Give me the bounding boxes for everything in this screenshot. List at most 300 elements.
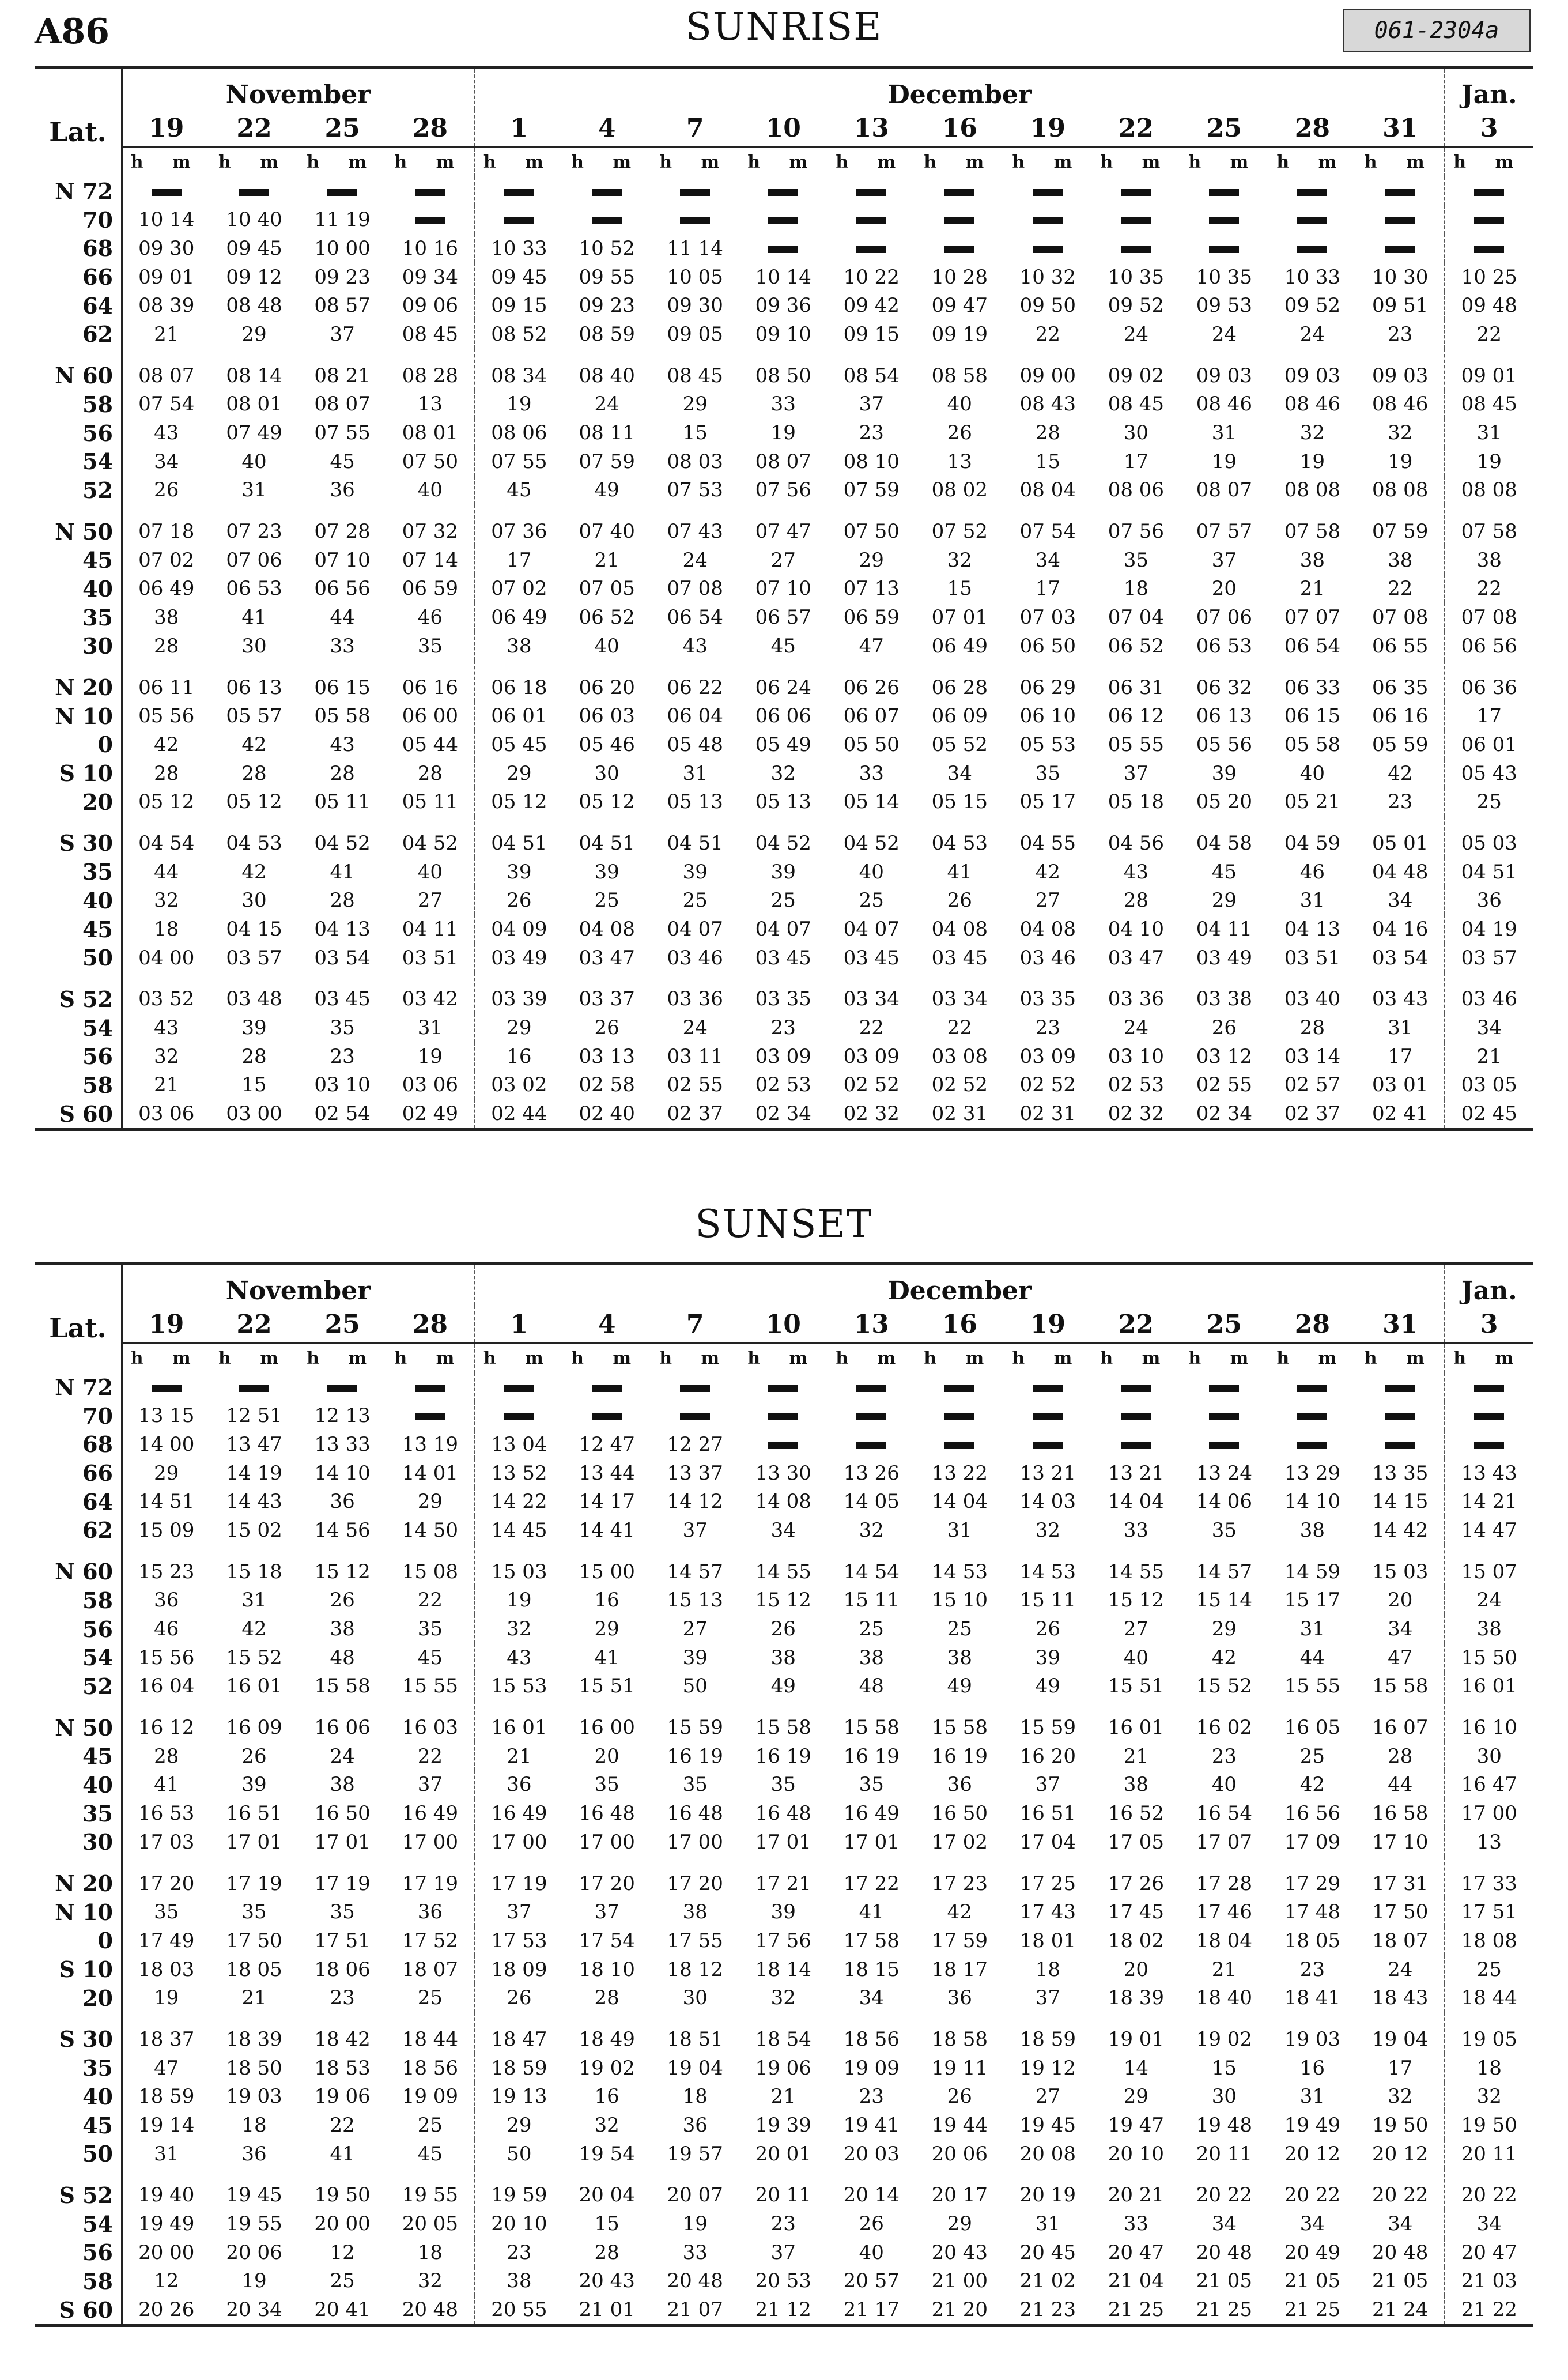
no-event-bar (1033, 189, 1063, 196)
time-cell: 17 07 (1196, 1830, 1253, 1854)
time-cell: 19 (682, 2212, 708, 2236)
time-cell: 16 51 (226, 1802, 282, 1825)
time-cell: 03 38 (1196, 987, 1253, 1011)
time-cell: 21 20 (931, 2298, 988, 2322)
no-event-bar (680, 1413, 710, 1420)
time-cell: 17 01 (843, 1830, 900, 1854)
no-event-bar (504, 1413, 534, 1420)
time-cell: 18 49 (579, 2027, 635, 2051)
time-cell: 16 49 (475, 1799, 563, 1828)
time-cell: 09 01 (138, 265, 195, 289)
time-cell: 07 32 (402, 520, 459, 544)
time-cell: 16 12 (138, 1716, 195, 1740)
time-cell: 02 45 (1445, 1099, 1533, 1129)
no-event-bar (1297, 1413, 1327, 1420)
time-cell: 44 (330, 606, 355, 629)
no-event-bar (1121, 1385, 1151, 1392)
day-header: 31 (1357, 1306, 1445, 1344)
no-event-bar (651, 177, 739, 206)
units-cell: h m (1276, 1348, 1348, 1369)
time-cell: 14 06 (1196, 1490, 1253, 1514)
time-cell: 23 (770, 1016, 796, 1040)
table-row (35, 2168, 1533, 2210)
time-cell: 45 (1211, 860, 1237, 884)
table-row (35, 661, 1533, 702)
time-cell: 05 21 (1284, 790, 1341, 814)
no-event-bar (1474, 189, 1504, 196)
lat-cell: 52 (35, 476, 122, 505)
time-cell: 26 (475, 1983, 563, 2012)
time-cell: 44 (1299, 1646, 1325, 1669)
time-cell: 03 51 (1284, 946, 1341, 970)
time-cell: 23 (330, 1986, 355, 2010)
time-cell: 21 (1211, 1957, 1237, 1981)
time-cell: 38 (1123, 1773, 1148, 1797)
time-cell: 02 31 (931, 1102, 988, 1126)
time-cell: 18 43 (1372, 1986, 1429, 2010)
time-cell: 04 54 (138, 831, 195, 855)
units-cell: h m (1100, 152, 1172, 173)
time-cell: 15 55 (402, 1674, 459, 1698)
time-cell: 33 (330, 634, 355, 658)
time-cell: 43 (330, 733, 355, 756)
time-cell: 20 53 (755, 2269, 811, 2293)
table-row (35, 291, 1533, 320)
time-cell: 40 (417, 478, 443, 502)
time-cell: 35 (1123, 548, 1148, 572)
time-cell: 21 (154, 1073, 179, 1097)
time-cell: 37 (1035, 1773, 1060, 1797)
time-cell: 26 (947, 889, 972, 912)
time-cell: 38 (1445, 546, 1533, 575)
time-cell: 18 07 (402, 1957, 459, 1981)
time-cell: 06 06 (755, 704, 811, 728)
time-cell: 18 56 (402, 2056, 459, 2080)
time-cell: 04 00 (138, 946, 195, 970)
time-cell: 42 (947, 1900, 972, 1924)
no-event-bar (1121, 1442, 1151, 1449)
day-header: 22 (210, 110, 299, 148)
time-cell: 31 (1299, 889, 1325, 912)
time-cell: 18 54 (755, 2027, 811, 2051)
lat-cell: 30 (35, 632, 122, 661)
time-cell: 21 05 (1284, 2269, 1341, 2293)
time-cell: 05 12 (226, 790, 282, 814)
time-cell: 06 29 (1019, 676, 1076, 699)
lat-cell: 70 (35, 1401, 122, 1430)
month-header: December (475, 1264, 1445, 1306)
time-cell: 03 34 (843, 987, 900, 1011)
time-cell: 38 (1299, 1518, 1325, 1542)
time-cell: 06 52 (1108, 634, 1165, 658)
time-cell: 03 54 (314, 946, 371, 970)
no-event-bar (1385, 1442, 1415, 1449)
lat-cell: 45 (35, 1742, 122, 1771)
time-cell: 07 10 (755, 577, 811, 601)
time-cell: 09 00 (1019, 364, 1076, 387)
time-cell: 03 06 (138, 1102, 195, 1126)
no-event-bar (1004, 177, 1092, 206)
time-cell: 16 47 (1445, 1771, 1533, 1800)
time-cell: 16 (594, 1589, 619, 1612)
lat-cell: N 20 (35, 661, 122, 702)
table-row (35, 1898, 1533, 1926)
time-cell: 06 11 (138, 676, 195, 699)
no-event-bar (651, 1401, 739, 1430)
time-cell: 10 14 (138, 208, 195, 232)
time-cell: 20 00 (138, 2241, 195, 2264)
units-cell: h m (1364, 1348, 1436, 1369)
time-cell: 02 52 (1019, 1073, 1076, 1097)
time-cell: 14 57 (667, 1560, 723, 1583)
time-cell: 19 57 (667, 2142, 723, 2166)
time-cell: 08 01 (226, 393, 282, 416)
no-event-bar (768, 1413, 798, 1420)
time-cell: 31 (947, 1518, 972, 1542)
time-cell: 19 (1445, 447, 1533, 476)
no-event-bar (415, 1385, 445, 1392)
time-cell: 04 53 (931, 831, 988, 855)
units-cell: h m (218, 1348, 290, 1369)
lat-cell: 54 (35, 447, 122, 476)
time-cell: 32 (947, 548, 972, 572)
units-cell: h m (836, 152, 908, 173)
time-cell: 17 21 (755, 1872, 811, 1895)
time-cell: 23 (1388, 322, 1413, 346)
day-header: 28 (1268, 110, 1357, 148)
units-cell: h m (1100, 1348, 1172, 1369)
time-cell: 06 54 (667, 606, 723, 629)
time-cell: 06 31 (1108, 676, 1165, 699)
no-event-bar (944, 1442, 974, 1449)
time-cell: 22 (1035, 322, 1060, 346)
time-cell: 29 (947, 2212, 972, 2236)
time-cell: 09 45 (475, 263, 563, 292)
time-cell: 30 (1445, 1742, 1533, 1771)
time-cell: 06 00 (402, 704, 459, 728)
day-header: 28 (1268, 1306, 1357, 1344)
no-event-bar (592, 1413, 622, 1420)
time-cell: 23 (1388, 790, 1413, 814)
time-cell: 45 (770, 634, 796, 658)
time-cell: 05 14 (843, 790, 900, 814)
time-cell: 06 04 (667, 704, 723, 728)
table-row (35, 2267, 1533, 2296)
time-cell: 31 (1035, 2212, 1060, 2236)
time-cell: 40 (859, 860, 884, 884)
table-row (35, 730, 1533, 759)
time-cell: 06 55 (1372, 634, 1429, 658)
no-event-bar (768, 1442, 798, 1449)
time-cell: 18 53 (314, 2056, 371, 2080)
time-cell: 02 37 (1284, 1102, 1341, 1126)
time-cell: 21 (770, 2085, 796, 2109)
time-cell: 25 (330, 2269, 355, 2293)
table-row (35, 887, 1533, 915)
time-cell: 06 59 (843, 606, 900, 629)
time-cell: 37 (417, 1773, 443, 1797)
no-event-bar (210, 1373, 299, 1402)
time-cell: 13 15 (138, 1404, 195, 1428)
time-cell: 19 06 (755, 2056, 811, 2080)
table-row (35, 701, 1533, 730)
time-cell: 07 08 (1372, 606, 1429, 629)
time-cell: 03 46 (1445, 972, 1533, 1014)
time-cell: 07 40 (579, 520, 635, 544)
time-cell: 17 45 (1108, 1900, 1165, 1924)
time-cell: 08 11 (579, 421, 635, 445)
time-cell: 29 (594, 1617, 619, 1641)
time-cell: 16 01 (226, 1674, 282, 1698)
time-cell: 42 (154, 733, 179, 756)
time-cell: 15 (947, 577, 972, 601)
time-cell: 35 (417, 634, 443, 658)
lat-cell: 58 (35, 1586, 122, 1615)
time-cell: 15 12 (1108, 1589, 1165, 1612)
time-cell: 13 52 (475, 1459, 563, 1488)
time-cell: 29 (417, 1490, 443, 1514)
time-cell: 45 (330, 450, 355, 473)
time-cell: 07 55 (475, 447, 563, 476)
no-event-bar (1033, 246, 1063, 253)
time-cell: 03 49 (475, 944, 563, 972)
time-cell: 05 56 (138, 704, 195, 728)
time-cell: 10 05 (667, 265, 723, 289)
no-event-bar (592, 217, 622, 224)
table-row (35, 787, 1533, 816)
time-cell: 28 (241, 1044, 267, 1068)
time-cell: 28 (154, 761, 179, 785)
time-cell: 09 45 (226, 236, 282, 260)
time-cell: 31 (154, 2142, 179, 2166)
no-event-bar (387, 1373, 475, 1402)
time-cell: 18 (417, 2241, 443, 2264)
lat-cell: 52 (35, 1672, 122, 1701)
time-cell: 04 51 (475, 816, 563, 858)
time-cell: 06 35 (1372, 676, 1429, 699)
time-cell: 04 13 (1284, 918, 1341, 941)
time-cell: 24 (1299, 322, 1325, 346)
time-cell: 16 06 (314, 1716, 371, 1740)
lat-cell: 35 (35, 603, 122, 632)
no-event-bar (1445, 205, 1533, 234)
time-cell: 18 50 (226, 2056, 282, 2080)
time-cell: 07 06 (1196, 606, 1253, 629)
time-cell: 41 (241, 606, 267, 629)
time-cell: 14 45 (475, 1516, 563, 1545)
time-cell: 20 (1388, 1589, 1413, 1612)
time-cell: 19 55 (226, 2212, 282, 2236)
no-event-bar (415, 189, 445, 196)
time-cell: 03 06 (402, 1073, 459, 1097)
time-cell: 20 (1123, 1957, 1148, 1981)
lat-cell: 40 (35, 2083, 122, 2111)
time-cell: 38 (859, 1646, 884, 1669)
no-event-bar (1474, 1385, 1504, 1392)
time-cell: 08 08 (1445, 476, 1533, 505)
no-event-bar (1297, 1442, 1327, 1449)
time-cell: 02 32 (1108, 1102, 1165, 1126)
time-cell: 17 10 (1372, 1830, 1429, 1854)
time-cell: 16 00 (579, 1716, 635, 1740)
time-cell: 27 (682, 1617, 708, 1641)
time-cell: 02 32 (843, 1102, 900, 1126)
table-row (35, 320, 1533, 349)
time-cell: 05 58 (314, 704, 371, 728)
time-cell: 40 (594, 634, 619, 658)
time-cell: 20 22 (1445, 2168, 1533, 2210)
time-cell: 02 44 (475, 1099, 563, 1129)
time-cell: 29 (682, 393, 708, 416)
time-cell: 10 00 (314, 236, 371, 260)
time-cell: 16 19 (931, 1744, 988, 1768)
time-cell: 28 (241, 761, 267, 785)
time-cell: 08 06 (475, 418, 563, 447)
time-cell: 25 (682, 889, 708, 912)
time-cell: 17 48 (1284, 1900, 1341, 1924)
time-cell: 05 46 (579, 733, 635, 756)
no-event-bar (1268, 177, 1357, 206)
lat-cell: 40 (35, 575, 122, 604)
time-cell: 17 51 (1445, 1898, 1533, 1926)
no-event-bar (1209, 1442, 1239, 1449)
time-cell: 20 06 (226, 2241, 282, 2264)
day-header: 7 (651, 1306, 739, 1344)
time-cell: 50 (475, 2140, 563, 2168)
time-cell: 26 (475, 887, 563, 915)
time-cell: 16 52 (1108, 1802, 1165, 1825)
time-cell: 22 (417, 1589, 443, 1612)
time-cell: 20 55 (475, 2295, 563, 2325)
time-cell: 22 (859, 1016, 884, 1040)
no-event-bar (1209, 189, 1239, 196)
lat-cell: 20 (35, 1983, 122, 2012)
units-cell: h m (1276, 152, 1348, 173)
table-row (35, 2209, 1533, 2238)
time-cell: 48 (330, 1646, 355, 1669)
time-cell: 08 45 (1108, 393, 1165, 416)
time-cell: 44 (1388, 1773, 1413, 1797)
time-cell: 20 43 (931, 2241, 988, 2264)
time-cell: 15 12 (755, 1589, 811, 1612)
time-cell: 04 11 (1196, 918, 1253, 941)
time-cell: 05 13 (755, 790, 811, 814)
time-cell: 17 50 (226, 1929, 282, 1952)
time-cell: 13 21 (1108, 1461, 1165, 1485)
time-cell: 05 52 (931, 733, 988, 756)
table-row (35, 1700, 1533, 1742)
time-cell: 11 14 (667, 236, 723, 260)
time-cell: 17 53 (475, 1926, 563, 1955)
time-cell: 16 07 (1372, 1716, 1429, 1740)
time-cell: 04 52 (755, 831, 811, 855)
time-cell: 17 00 (475, 1828, 563, 1857)
time-cell: 32 (417, 2269, 443, 2293)
time-cell: 16 48 (755, 1802, 811, 1825)
time-cell: 18 12 (667, 1957, 723, 1981)
time-cell: 18 (154, 918, 179, 941)
time-cell: 19 (154, 1986, 179, 2010)
time-cell: 07 28 (314, 520, 371, 544)
time-cell: 16 03 (402, 1716, 459, 1740)
time-cell: 32 (770, 761, 796, 785)
time-cell: 36 (682, 2114, 708, 2137)
time-cell: 15 51 (1108, 1674, 1165, 1698)
time-cell: 40 (1123, 1646, 1148, 1669)
time-cell: 20 10 (475, 2209, 563, 2238)
time-cell: 14 57 (1196, 1560, 1253, 1583)
no-event-bar (651, 1373, 739, 1402)
time-cell: 05 43 (1445, 759, 1533, 788)
table-row (35, 546, 1533, 575)
time-cell: 25 (947, 1617, 972, 1641)
time-cell: 09 52 (1108, 294, 1165, 318)
time-cell: 07 55 (314, 421, 371, 445)
time-cell: 03 45 (755, 946, 811, 970)
time-cell: 19 09 (402, 2085, 459, 2109)
time-cell: 18 10 (579, 1957, 635, 1981)
time-cell: 20 19 (1019, 2183, 1076, 2207)
day-header: 19 (1004, 110, 1092, 148)
time-cell: 16 50 (931, 1802, 988, 1825)
no-event-bar (239, 1385, 269, 1392)
time-cell: 05 53 (1019, 733, 1076, 756)
no-event-bar (1268, 234, 1357, 263)
time-cell: 39 (475, 858, 563, 887)
time-cell: 05 03 (1445, 816, 1533, 858)
time-cell: 18 (682, 2085, 708, 2109)
time-cell: 16 56 (1284, 1802, 1341, 1825)
time-cell: 20 (594, 1744, 619, 1768)
time-cell: 16 19 (843, 1744, 900, 1768)
no-event-bar (768, 217, 798, 224)
no-event-bar (239, 189, 269, 196)
time-cell: 07 04 (1108, 606, 1165, 629)
time-cell: 32 (1299, 421, 1325, 445)
time-cell: 33 (1123, 1518, 1148, 1542)
time-cell: 21 25 (1196, 2298, 1253, 2322)
time-cell: 12 (330, 2241, 355, 2264)
time-cell: 21 24 (1372, 2298, 1429, 2322)
no-event-bar (1445, 1401, 1533, 1430)
time-cell: 18 04 (1196, 1929, 1253, 1952)
time-cell: 06 13 (226, 676, 282, 699)
table-row (35, 476, 1533, 505)
time-cell: 20 22 (1372, 2183, 1429, 2207)
time-cell: 17 20 (667, 1872, 723, 1895)
time-cell: 38 (1388, 548, 1413, 572)
no-event-bar (152, 1385, 182, 1392)
table-row (35, 1516, 1533, 1545)
time-cell: 07 57 (1196, 520, 1253, 544)
time-cell: 08 07 (1196, 478, 1253, 502)
time-cell: 26 (330, 1589, 355, 1612)
time-cell: 10 22 (843, 265, 900, 289)
time-cell: 19 09 (843, 2056, 900, 2080)
time-cell: 06 49 (138, 577, 195, 601)
time-cell: 07 50 (402, 450, 459, 473)
time-cell: 21 01 (579, 2298, 635, 2322)
time-cell: 20 45 (1019, 2241, 1076, 2264)
time-cell: 14 55 (1108, 1560, 1165, 1583)
day-header: 31 (1357, 110, 1445, 148)
time-cell: 31 (1299, 1617, 1325, 1641)
time-cell: 02 41 (1372, 1102, 1429, 1126)
time-cell: 19 44 (931, 2114, 988, 2137)
table-row (35, 632, 1533, 661)
time-cell: 21 (241, 1986, 267, 2010)
units-cell: h m (659, 152, 731, 173)
